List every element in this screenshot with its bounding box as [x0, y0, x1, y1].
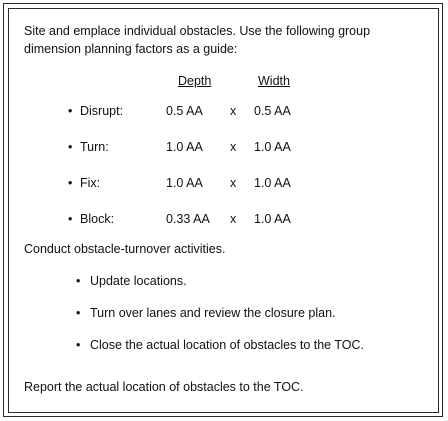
- depth-column-header: Depth: [178, 74, 212, 88]
- list-item: [24, 272, 434, 290]
- bullet-icon: •: [68, 140, 73, 154]
- document-body: [24, 22, 434, 394]
- list-item-text: Close the actual location of obstacles to the TOC.: [90, 338, 364, 352]
- times-sign: x: [230, 176, 237, 190]
- bullet-icon: •: [68, 104, 73, 118]
- list-item: [24, 336, 434, 354]
- factor-depth: 0.33 AA: [166, 212, 210, 226]
- factor-label: Disrupt:: [80, 104, 124, 118]
- bullet-icon: •: [76, 338, 81, 352]
- factor-width: 1.0 AA: [254, 212, 291, 226]
- times-sign: x: [230, 104, 237, 118]
- factor-label: Fix:: [80, 176, 101, 190]
- bullet-icon: •: [68, 212, 73, 226]
- bullet-icon: •: [68, 176, 73, 190]
- factor-width: 0.5 AA: [254, 104, 291, 118]
- factor-label: Block:: [80, 212, 115, 226]
- width-column-header: Width: [258, 74, 290, 88]
- list-item-text: Turn over lanes and review the closure plan.: [90, 306, 336, 320]
- factor-depth: 1.0 AA: [166, 176, 203, 190]
- report-paragraph: Report the actual location of obstacles to the TOC.: [24, 380, 304, 394]
- factor-depth: 1.0 AA: [166, 140, 203, 154]
- factor-row-turn: [24, 138, 384, 156]
- list-item: [24, 304, 434, 322]
- planning-factors-table: [24, 72, 384, 228]
- times-sign: x: [230, 212, 237, 226]
- turnover-activity-list: [24, 272, 434, 354]
- turnover-heading: Conduct obstacle-turnover activities.: [24, 242, 226, 256]
- intro-paragraph: Site and emplace individual obstacles. Use the following group dimension planning factors as a guide:: [24, 24, 371, 56]
- factor-label: Turn:: [80, 140, 109, 154]
- bullet-icon: •: [76, 306, 81, 320]
- factor-width: 1.0 AA: [254, 176, 291, 190]
- factor-width: 1.0 AA: [254, 140, 291, 154]
- planning-factors-header: [24, 72, 384, 92]
- factor-row-fix: [24, 174, 384, 192]
- factor-row-disrupt: [24, 102, 384, 120]
- factor-row-block: [24, 210, 384, 228]
- times-sign: x: [230, 140, 237, 154]
- factor-depth: 0.5 AA: [166, 104, 203, 118]
- turnover-section: [24, 240, 434, 354]
- list-item-text: Update locations.: [90, 274, 187, 288]
- bullet-icon: •: [76, 274, 81, 288]
